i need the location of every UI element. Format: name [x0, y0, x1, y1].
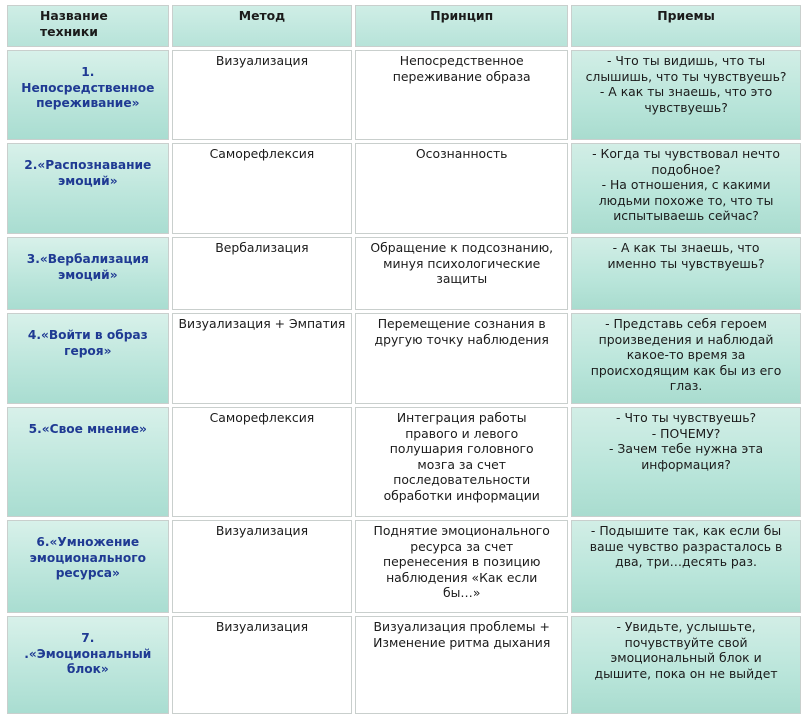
technique-principle-line: ресурса за счет	[410, 538, 514, 554]
technique-principle-line: Обращение к подсознанию,	[370, 240, 554, 255]
technique-principle-cell	[355, 616, 568, 714]
technique-steps-line: чувствуешь?	[644, 99, 728, 115]
technique-name-line: Непосредственное	[21, 80, 155, 95]
technique-steps-cell	[571, 143, 801, 234]
technique-method-text: Визуализация	[215, 53, 309, 68]
technique-principle-line: обработки информации	[383, 487, 540, 503]
table-row	[7, 520, 801, 613]
technique-method-cell	[172, 313, 353, 404]
technique-principle-line: защиты	[436, 271, 488, 287]
technique-principle-line: Изменение ритма дыхания	[373, 634, 551, 650]
technique-name-line: 1.	[81, 65, 95, 79]
technique-name-cell	[7, 50, 169, 140]
technique-steps-line: два, три…десять раз.	[615, 554, 757, 570]
technique-principle-line: Интеграция работы	[396, 410, 527, 425]
technique-steps-line: дышите, пока он не выйдет	[594, 665, 778, 681]
table-row	[7, 616, 801, 714]
table-row	[7, 143, 801, 234]
technique-principle-line: наблюдения «Как если	[386, 569, 538, 585]
technique-principle-line: бы…»	[443, 585, 481, 601]
technique-steps-line: - Что ты видишь, что ты	[606, 53, 766, 68]
technique-steps-line: какое-то время за	[626, 347, 746, 363]
table-row	[7, 237, 801, 310]
table-body	[7, 50, 801, 714]
technique-steps-line: слышишь, что ты чувствуешь?	[585, 68, 787, 84]
technique-steps-line: - На отношения, с какими	[601, 177, 771, 193]
technique-steps-line: испытываешь сейчас?	[613, 208, 759, 224]
technique-principle-line: Осознанность	[415, 146, 508, 161]
technique-method-text: Вербализация	[215, 240, 309, 255]
technique-steps-cell	[571, 237, 801, 310]
technique-steps-line: произведения и наблюдай	[598, 331, 774, 347]
technique-steps-line: именно ты чувствуешь?	[607, 255, 765, 271]
technique-method-cell	[172, 50, 353, 140]
technique-name-cell	[7, 407, 169, 517]
header-method: Метод	[172, 5, 353, 47]
technique-principle-line: другую точку наблюдения	[374, 331, 549, 347]
technique-steps-line: - Подышите так, как если бы	[590, 523, 782, 538]
table-row	[7, 313, 801, 404]
header-row	[7, 5, 801, 47]
technique-method-text: Визуализация	[215, 523, 309, 538]
technique-steps-line: подобное?	[651, 161, 721, 177]
technique-principle-cell	[355, 313, 568, 404]
technique-steps-line: - А как ты знаешь, что	[612, 240, 760, 255]
technique-principle-line: правого и левого	[405, 425, 519, 441]
technique-steps-line: - Что ты чувствуешь?	[616, 410, 757, 425]
technique-method-text: Саморефлексия	[209, 146, 315, 161]
technique-steps-line: почувствуйте свой	[624, 634, 748, 650]
technique-name-cell	[7, 616, 169, 714]
technique-steps-line: информация?	[641, 456, 731, 472]
technique-principle-line: Перемещение сознания в	[377, 316, 546, 331]
technique-steps-line: ваше чувство разрасталось в	[589, 538, 783, 554]
technique-steps-line: - Увидьте, услышьте,	[616, 619, 756, 634]
technique-name-line: эмоций»	[58, 173, 118, 188]
technique-method-text: Визуализация	[215, 619, 309, 634]
technique-steps-cell	[571, 407, 801, 517]
technique-name-line: 3.«Вербализация	[26, 252, 149, 266]
technique-principle-line: мозга за счет	[417, 456, 507, 472]
technique-steps-line: происходящим как бы из его	[590, 362, 782, 378]
technique-name-line: 7.	[81, 631, 95, 645]
technique-principle-cell	[355, 50, 568, 140]
technique-name-line: ресурса»	[55, 566, 120, 581]
technique-principle-line: Непосредственное	[399, 53, 524, 68]
technique-name-line: блок»	[66, 662, 109, 677]
technique-principle-cell	[355, 237, 568, 310]
technique-method-cell	[172, 407, 353, 517]
technique-steps-cell	[571, 616, 801, 714]
technique-steps-line: эмоциональный блок и	[610, 650, 762, 666]
technique-principle-line: последовательности	[393, 472, 531, 488]
technique-principle-line: переживание образа	[392, 68, 531, 84]
technique-name-line: .«Эмоциональный	[24, 646, 152, 661]
technique-method-cell	[172, 237, 353, 310]
technique-name-cell	[7, 520, 169, 613]
technique-name-line: 6.«Умножение	[36, 535, 140, 549]
technique-method-cell	[172, 616, 353, 714]
technique-steps-line: - ПОЧЕМУ?	[651, 425, 721, 441]
technique-name-line: эмоций»	[58, 267, 118, 282]
technique-principle-cell	[355, 143, 568, 234]
technique-method-text: Визуализация + Эмпатия	[178, 316, 346, 331]
technique-name-cell	[7, 313, 169, 404]
technique-principle-cell	[355, 520, 568, 613]
technique-method-cell	[172, 143, 353, 234]
header-principle: Принцип	[355, 5, 568, 47]
table-row	[7, 407, 801, 517]
header-techniques: Приемы	[571, 5, 801, 47]
technique-steps-cell	[571, 50, 801, 140]
technique-principle-line: полушария головного	[389, 441, 534, 457]
technique-principle-line: Поднятие эмоционального	[373, 523, 550, 538]
technique-steps-cell	[571, 313, 801, 404]
technique-steps-cell	[571, 520, 801, 613]
technique-principle-line: минуя психологические	[383, 255, 541, 271]
technique-name-line: эмоционального	[29, 550, 146, 565]
header-name: Название техники	[7, 5, 169, 47]
table-row	[7, 50, 801, 140]
technique-principle-cell	[355, 407, 568, 517]
technique-steps-line: - Зачем тебе нужна эта	[609, 441, 764, 457]
technique-steps-line: людьми похоже то, что ты	[598, 192, 774, 208]
techniques-table	[4, 2, 804, 717]
technique-steps-line: - Представь себя героем	[605, 316, 768, 331]
technique-name-line: переживание»	[36, 96, 140, 111]
technique-method-cell	[172, 520, 353, 613]
technique-principle-line: Визуализация проблемы +	[373, 619, 550, 634]
technique-name-line: 2.«Распознавание	[24, 158, 152, 172]
technique-principle-line: перенесения в позицию	[383, 554, 541, 570]
technique-name-cell	[7, 237, 169, 310]
technique-steps-line: - А как ты знаешь, что это	[599, 84, 773, 100]
technique-steps-line: глаз.	[669, 378, 703, 394]
technique-steps-line: - Когда ты чувствовал нечто	[592, 146, 780, 161]
technique-name-cell	[7, 143, 169, 234]
technique-method-text: Саморефлексия	[209, 410, 315, 425]
technique-name-line: 4.«Войти в образ	[27, 328, 148, 342]
technique-name-line: героя»	[64, 343, 112, 358]
technique-name-line: 5.«Свое мнение»	[28, 422, 147, 436]
